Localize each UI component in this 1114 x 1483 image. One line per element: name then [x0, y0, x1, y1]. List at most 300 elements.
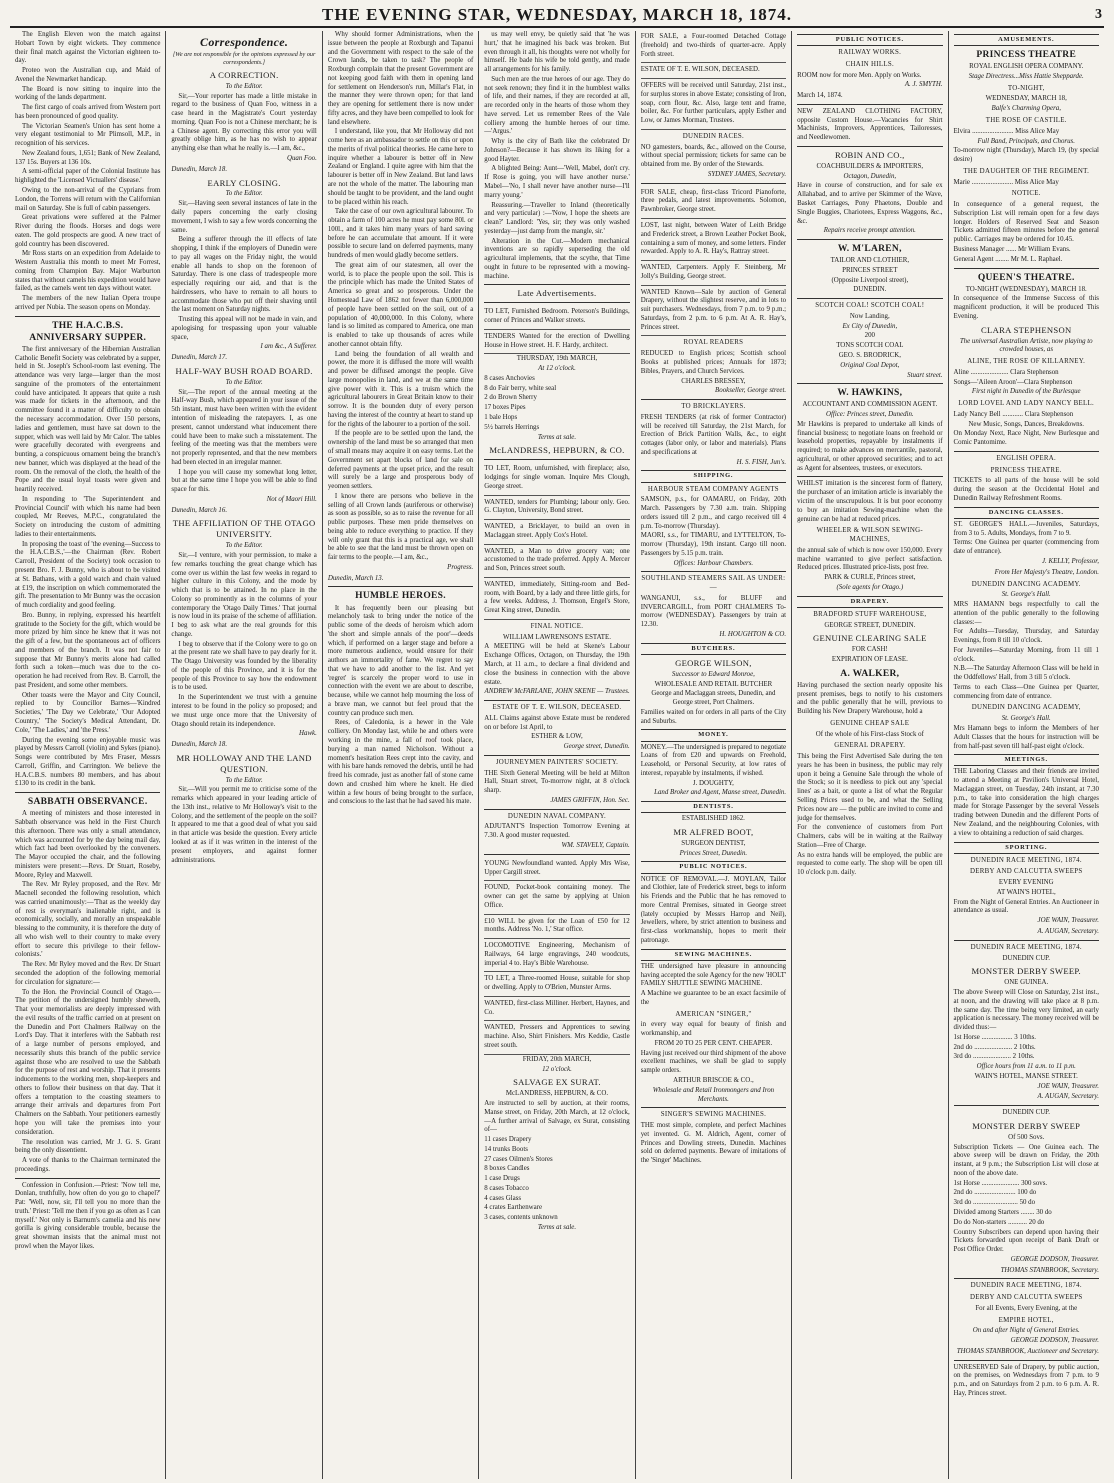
column-rule [954, 1105, 1099, 1106]
notice-body: FRESH TENDERS (at risk of former Contractor) will be received till Saturday, the 21st March, for Erection of Brick Partition Walls, &c., to eight cottages (labor only, or labor and materials). Plans and specifications at [640, 413, 787, 456]
notice-body: A MEETING will be held at Skene's Labour Exchange Offices, Octagon, on Thursday, the 19th March, at 11 a.m., to declare a final dividend and close the business in connection with the above estate. [484, 643, 630, 686]
notice-body: MONEY.—The undersigned is prepared to negotiate Loans of from £20 and upwards on Freehold, Leasehold, or Personal Security, at low rates of interest, repayable by instalments, if wished. [640, 743, 787, 777]
letter-paragraph: Land being the foundation of all wealth and power, the more it is diffused the more will wealth and power be diffused amongst the people. Give large monopolies in land, and we at the same time give power with it. This is a truism which the agricultural labourers in Great Britain know to their sorrow. It is the bounden duty of every person having the interest of the country at heart to stand up for the rights of the labourer to a portion of the soil. [327, 350, 474, 428]
notice-body: ADJUTANT'S Inspection Tomorrow Evening at 7.30. A good muster requested. [484, 823, 630, 840]
auction-item: 8 cases Anchovies [484, 374, 535, 382]
article-paragraph: A meeting of ministers and those interested in Sabbath observance was held in the First Church this afternoon. There was only a small attendance, which was accounted for by the day being mail day, which fact had been overlooked by the conveners. The Mayor occupied the chair, and the following ministers were present:—Revs. Dr Stuart, Roseby, Moore, Ryley and Maxwell. [15, 810, 161, 879]
notice-body: UNRESERVED Sale of Drapery, by public auction, on the premises, on Wednesdays from 7 p.m. to 9 p.m., and on Saturdays from 2 p.m. to 6 p.m. A. R. Hay, Princes street. [953, 1363, 1099, 1397]
notice-sub: From Her Majesty's Theatre, London. [994, 568, 1099, 576]
advertiser-name: ROBIN AND CO., [835, 150, 905, 161]
category-label: PUBLIC NOTICES. [641, 861, 786, 873]
letter-paragraph: I know there are persons who believe in the selling of all Crown lands (auriferous or otherwise) as soon as possible, so as to raise the revenue for all public purposes. These men pride themselves on being able to reduce everything to practice. If they will only grant that this is a practical age, we shall be able to see that the land must be thrown open on fair terms to the people.—I am, &c., [327, 492, 474, 562]
advertiser-est: ESTABLISHED 1862. [681, 815, 745, 823]
column-rule [484, 809, 629, 810]
section-heading: SABBATH OBSERVANCE. [27, 797, 148, 808]
theatre-title: LORD LOVEL AND LADY NANCY BELL. [958, 400, 1095, 408]
letter-paragraph: I beg to observe that if the Colony were to go on at the present rate we shall have to pay dearly for it. The Otago University was founded by the liberality of the people of this Province, and it is for the people of this Province to say how the endowment is to be used. [171, 640, 317, 692]
auction-item: 14 trunks Boots [484, 1145, 528, 1153]
theatre-company: ROYAL ENGLISH OPERA COMPANY. [969, 63, 1084, 71]
notice-heading: DERBY AND CALCUTTA SWEEPS [969, 868, 1083, 876]
advertiser-name: ARTHUR BRISCOE & CO., [673, 1077, 754, 1084]
masthead [10, 4, 1104, 28]
letter-to: To the Editor. [225, 776, 263, 784]
advertisement: WANTED, Pressers and Apprentices to sewing machine. Also, Shirt Finishers. Mrs Keddie, Castle street south. [484, 1022, 629, 1054]
section-title: Correspondence. [200, 35, 289, 49]
news-paragraph: The Board is now sitting to inquire into the working of the lands department. [15, 85, 161, 102]
notice-heading: SINGER'S SEWING MACHINES. [660, 1111, 767, 1119]
letter-heading: EARLY CLOSING. [207, 177, 281, 188]
letter-place: Dunedin, March 13. [327, 574, 384, 582]
column-rule [797, 298, 942, 299]
notice-body: Having purchased the section nearly opposite his present premises, begs to notify to his customers and the public generally that he will, previous to Building his New Drapery Warehouse, hold a [797, 681, 943, 716]
news-paragraph: The Victorian Seamen's Union has sent home a very elegant testimonial to Mr Plimsoll, M.P., in recognition of his services. [15, 122, 161, 148]
article-paragraph: Why is the city of Bath like the celebrated Dr Johnson?—Because it has shown its liking for a good Hayter. [484, 138, 630, 163]
letter-to: To the Editor. [225, 82, 263, 90]
auction-item: 8 cases Tobacco [484, 1184, 529, 1192]
notice-heading: DUNEDIN RACE MEETING, 1874. [970, 856, 1082, 864]
notice-body: REDUCED to English prices; Scottish school Books at published prices; Annuals for 1873; Bibles, Prayers, and Church Services. [640, 350, 787, 375]
notice-heading: SOUTHLAND STEAMERS SAIL AS UNDER:— [641, 575, 786, 592]
prize-line: 2nd do ........................ 100 do [953, 1189, 1037, 1197]
news-paragraph: Great privations were suffered at the Palmer River during the floods. Horses and dogs were eaten. The gold prospects are good. A new tract of gold country has been discovered. [15, 214, 161, 248]
auction-intro: Are instructed to sell by auction, at their rooms, Manse street, on Friday, 20th March, at 12 o'clock,—A further arrival of Salvage, ex Surat, consisting of— [484, 1099, 630, 1134]
article-paragraph: Such men are the true heroes of our age. They do not seek renown; they find it in the humblest walks of life, and their names, if they are recorded at all, are recorded only in the hearts of those whom they have served. Let us remember Rees of the Vale colliery among the humble heroes of our time.—'Argus.' [484, 75, 630, 136]
column-rule [484, 854, 629, 855]
advertiser-address: Stuart street. [907, 371, 943, 379]
advertisement: WANTED, tenders for Plumbing; labour only. Geo. G. Clayton, University, Bond street. [484, 497, 629, 521]
news-paragraph: The English Eleven won the match against Hobart Town by eight wickets. They commence their final match against the Victorian eighteen to-day. [15, 31, 161, 65]
advertisement: LOCOMOTIVE Engineering, Mechanism of Railways, 64 large engravings, 240 woodcuts, imperial 4 to. Hay's Bible Warehouse. [484, 940, 629, 972]
theatre-title: THE ROSE OF CASTILE. [985, 117, 1067, 125]
prize-line: 1st Horse .................. 3 10ths. [953, 1033, 1037, 1041]
prize-line: 2nd do ...................... 2 10ths. [953, 1043, 1036, 1051]
auction-item: 8 boxes Candles [484, 1165, 530, 1173]
column-4 [479, 31, 635, 1479]
advertiser-address: Princes Street, Dunedin. [679, 849, 748, 857]
letter-paragraph: I hope you will cause my somewhat long letter, but at the same time I hope you will be able to find space for this. [171, 468, 317, 494]
notice-sub: EVERY EVENING [998, 879, 1054, 887]
advertiser-line: PARK & CURLE, Princes street, [824, 574, 916, 582]
notice-body: THE Laboring Classes and their friends are invited to attend a Meeting at Pavilion's Universal Hotel, Maclaggan street, on Tuesday, 24th instant, at 7.30 p.m., to take into consideration the high charges made for Storage Passenger by the several Vessels trading between Dunedin and the different Ports of New Zealand, and the neighbouring Colonies, with a view to obtaining a reduction of said charges. [953, 768, 1099, 837]
advertiser-line: WHOLESALE AND RETAIL BUTCHER [654, 680, 773, 688]
letter-to: To the Editor. [225, 378, 263, 386]
advertiser-line: FROM 20 TO 25 PER CENT. CHEAPER. [654, 1039, 773, 1047]
notice-heading: CHAIN HILLS. [845, 60, 895, 68]
notice-signed: J. KELLY, Professor, [1041, 557, 1099, 565]
auction-time: At 12 o'clock. [538, 365, 576, 373]
column-rule [797, 239, 942, 240]
column-rule [15, 1178, 160, 1179]
notice-body: Have in course of construction, and for sale ex Allahabad, and to arrive per Skimmer of the Wave, Basket Carriages, Pony Phaetons, Double and Single Buggies, Chariotees, Express Waggons, &c., &c. [797, 182, 943, 225]
advertisement: WANTED, a Man to drive grocery van; one accustomed to the trade preferred. Apply A. Mercer and Son, Princes street south. [484, 546, 629, 578]
theatre-star: CLARA STEPHENSON [980, 324, 1072, 335]
notice-signed: JOE WAIN, Treasurer. [1037, 917, 1099, 925]
notice-sub: AT WAIN'S HOTEL, [996, 888, 1056, 896]
notice-heading: FINAL NOTICE. [530, 622, 584, 630]
notice-body: Mrs Hamann begs to inform the Members of her Adult Classes that the hours for instruction will be from half-past seven till half-past eight o'clock. [953, 724, 1099, 750]
notice-body: ALL Claims against above Estate must be rendered on or before 1st April, to [484, 714, 630, 731]
notice-body: Mr Hawkins is prepared to undertake all kinds of financial business; to negotiate loans on freehold or leasehold properties, repayable by instalments if required; to make advances on mercantile, pastoral, agricultural, or other approved securities; and to act as Agent for absentees, trustees, or executors. [797, 420, 943, 472]
category-label: PUBLIC NOTICES. [797, 34, 942, 46]
notice-body: WHILST imitation is the sincerest form of flattery, the purchaser of an imitation article is invariably the victim of the unscrupulous. It is but poor economy to buy an imitation Sewing-machine when the genuine can be had at reduced prices. [797, 480, 943, 523]
notice-body: This being the First Advertised Sale during the ten years he has been in business, the public may rely upon it being a Genuine Sale through the whole of the Stock; so it is needless to pick out any 'special lines' as a bait, or quote a list of what the Regular Selling Prices used to be, and what the Selling Prices now are — the public are invited to come and judge for themselves. [797, 753, 943, 822]
letter-paragraph: If the people are to be settled upon the land, the ownership of the land must be so arranged that men of small means may acquire it on easy terms. Let the Government set apart blocks of land for sale on deferred payments at the upset price, and the result will surely be a large and prosperous body of yeomen settlers. [327, 430, 474, 491]
advertiser-line: GENUINE CLEARING SALE [812, 633, 927, 644]
column-1 [10, 31, 166, 1479]
article-paragraph: The Rev. Mr Ryley moved and the Rev. Dr Stuart seconded the adoption of the following memorial for circulation for signature:— [15, 961, 161, 986]
letter-heading: A CORRECTION. [209, 69, 279, 80]
prize-line: Divided among Starters ........ 30 do [953, 1208, 1052, 1216]
advertiser-sub: Original Coal Depot, [840, 361, 900, 369]
notice-sub: On and after Night of General Entries. [972, 1327, 1080, 1335]
notice-signed: THOMAS STANBROOK, Auctioneer and Secretary. [956, 1347, 1099, 1355]
category-label: DANCING CLASSES. [954, 507, 1099, 519]
notice-date: March 14, 1874. [797, 92, 843, 100]
notice-body: NO gamesters, boards, &c., allowed on the Course, without special permission; tickets for same can be obtained from me. By order of the Stewards. [640, 143, 787, 169]
column-rule [797, 383, 942, 384]
notice-signed: GEORGE DODSON, Treasurer. [1010, 1255, 1099, 1263]
column-rule [954, 1360, 1099, 1361]
column-2 [166, 31, 322, 1479]
advertisement: OFFERS will be received until Saturday, 21st inst., for surplus stores in above Estate; consisting of Iron, soap, corn flour, &c. Also, large tent and frame, boiler, &c. For further particulars, apply Esther and Low, or James Morman, Trustees. [641, 80, 786, 130]
category-label: SHIPPING. [641, 470, 786, 482]
news-paragraph: A semi-official paper of the Colonial Institute has highlighted the 'Licensed Victuallers' disease.' [15, 168, 161, 185]
notice-heading: ENGLISH OPERA. [996, 454, 1057, 462]
notice-body: NOTICE OF REMOVAL.—J. MOYLAN, Tailor and Clothier, late of Frederick street, begs to inform his Friends and the Public that he has removed to more Central Premises, situated in George street (lately occupied by Messrs Harrop and Neil), Jewellers, where, by strict attention to business and first-class workmanship, hopes to merit their patronage. [640, 875, 787, 944]
letter-place: Dunedin, March 17. [171, 354, 228, 362]
article-paragraph: In proposing the toast of 'the evening—Success to the H.A.C.B.S.,'—the Chairman (Rev. Robert Carroll, President of the Society) took occasion to present Bro. F. J. Bunny, who is about to be visited at St. Bathans, with a gold watch and chain valued at £19, the inscription on which commemorated the gift. The presentation to Mr Bunny was the occasion of much cordiality and good feeling. [15, 540, 161, 610]
theatre-cast: Songs—'Aileen Aroon'—Clara Stephenson [953, 378, 1073, 386]
category-label: SPORTING. [954, 842, 1099, 854]
notice-body: Having just received our third shipment of the above excellent machines, we shall be glad to supply sample orders. [640, 1049, 787, 1075]
auction-item: 1 bale Hops [484, 414, 518, 421]
advertisement: LOST, last night, between Water of Leith Bridge and Frederick street, a Brown Leather Pocket Book, containing a sum of money, and some letters. Finder rewarded. Apply to A. R. Hay's, Rattray street. [641, 220, 786, 261]
theatre-title: THE DAUGHTER OF THE REGIMENT. [963, 167, 1090, 175]
advertisement: FOR SALE, cheap, first-class Tricord Pianoforte, three pedals, and latest improvements. Solomon, Pawnbroker, George street. [641, 187, 786, 219]
advertiser-line: Now Landing, [849, 312, 890, 320]
advertiser-line: DUNEDIN. [853, 286, 887, 294]
notice-body: Subscription Tickets — One Guinea each. The above sweep will be drawn on Friday, the 20th instant, at 9 p.m.; the Subscription List will close at noon of the above date. [953, 1143, 1099, 1177]
notice-heading: MONSTER DERBY SWEEP. [971, 966, 1081, 977]
theatre-cast: Elvira ........................ Miss Alice May [953, 127, 1060, 135]
column-rule [641, 1107, 786, 1108]
letter-paragraph: Being a sufferer through the ill effects of late shopping, I think if the employers of Dunedin were to pay all wages on the Friday night, the would enable all hands to shop on the forenoon of Saturday. There is one class of tradespeople more especially requiring our aid, and that is the hairdressers, who have to remain to all hours to accommodate those who put off their shaving until the last moment on Saturday nights. [171, 236, 317, 314]
category-label: MEETINGS. [954, 754, 1099, 766]
news-paragraph: Proteo won the Australian cup, and Maid of Avenel the Newmarket handicap. [15, 67, 161, 83]
notice-signed: H. S. FISH, Jun's. [736, 458, 787, 466]
notice-heading: HARBOUR STEAM COMPANY AGENTS [647, 485, 779, 493]
notice-body: NEW ZEALAND CLOTHING FACTORY, opposite Custom House.—Vacancies for Shirt Machinists, Improvers, Apprentices, Tailoresses, and Needlewomen. [797, 107, 943, 142]
advertiser-name: GEORGE WILSON, [675, 657, 752, 668]
advertisement: TENDERS Wanted for the erection of Dwelling House in Howe street. H. F. Hardy, architect. [484, 331, 629, 355]
article-paragraph: Other toasts were the Mayor and City Council, replied to by Councillor Barnes—'Kindred Societies,' 'The Day we Celebrate,' 'Our Adopted Country,' 'The Society's Medical Attendant, Dr. Cole,' 'The Ladies,' and 'the Press.' [15, 691, 161, 734]
notice-body: MRS HAMANN begs respectfully to call the attention of the public generally to the following classes:— [953, 601, 1099, 626]
advertiser-sub: Land Broker and Agent, Manse street, Dunedin. [654, 789, 787, 797]
advertiser-line: ACCOUNTANT AND COMMISSION AGENT. [802, 401, 938, 409]
notice-heading: PRINCESS THEATRE. [990, 466, 1062, 474]
auction-item: 27 cases Oilmen's Stores [484, 1155, 553, 1163]
notice-sub: ONE GUINEA. [1004, 979, 1049, 987]
notice-body: As no extra hands will be employed, the public are requested to come early. The shop will be open till 10 o'clock p.m. daily. [797, 851, 943, 877]
auction-item: 17 boxes Pipes [484, 404, 526, 412]
news-paragraph: The first cargo of coals arrived from Western port has been pronounced of good quality. [15, 104, 161, 120]
article-paragraph: The Rev. Mr Ryley proposed, and the Rev. Mr Macnell seconded the following resolution, which was carried unanimously:—'That as the weekly day of rest is everyman's inalienable right, and is economically, socially, and morally an unspeakable blessing to the community, it is therefore the duty of all who wish well to their country to make every effort to secure this privilege to their fellow-colonists.' [15, 881, 161, 959]
advertiser-line: PRINCES STREET [842, 266, 898, 274]
news-paragraph: New Zealand fours, 1,651; Bank of New Zealand, 137 15s. Buyers at 136 10s. [15, 149, 161, 166]
notice-body: THE most simple, complete, and perfect Machines yet invented. G. M. Aldrich, Agent, corner of Princes and Dowling streets, Dunedin. Machines sold on deferred payments. Beware of imitations of the 'Singer' Machines. [640, 1122, 787, 1165]
advertiser-name: W. M'LAREN, [837, 244, 902, 255]
advertisement: TO LET, Furnished Bedroom. Peterson's Buildings, corner of Princes and Walker streets. [484, 306, 629, 330]
notice-heading: DUNEDIN DANCING ACADEMY, [971, 704, 1081, 712]
notice-heading: EMPIRE HOTEL, [998, 1316, 1054, 1324]
notice-sub: DUNEDIN CUP. [1002, 1109, 1050, 1117]
advertiser-sub: SURGEON DENTIST, [681, 839, 746, 847]
letter-signature: Not of Maori Hill. [266, 495, 317, 503]
advertiser-note: Families waited on for orders in all parts of the City and Suburbs. [640, 708, 787, 725]
advertisement: TO LET, Room, unfurnished, with fireplace; also, lodgings for single woman. Inquire Mrs Clough, George street. [484, 463, 629, 495]
notice-heading: RAILWAY WORKS. [838, 49, 902, 57]
advertisement: YOUNG Newfoundland wanted. Apply Mrs Wise, Upper Cargill street. [484, 858, 629, 882]
category-label: SEWING MACHINES. [641, 949, 786, 961]
column-rule [954, 451, 1099, 452]
column-3 [323, 31, 479, 1479]
advertisement: WANTED, a Bricklayer, to build an oven in Maclaggan street. Apply Cox's Hotel. [484, 521, 629, 545]
letter-paragraph: Why should former Administrations, when the issue between the people at Roxburgh and Tapanui and the Government with respect to the sale of the Crown lands, be taken to task? The people of Roxburgh complain that the present Government are not keeping good faith with them in opening land for settlement on Henderson's run, Millar's Flat, in the manner they were thrown open; for that land they are opening for settlement there is now under fifty acres, and they have been compelled to look for land elsewhere. [327, 31, 474, 126]
newspaper-title: THE EVENING STAR, WEDNESDAY, MARCH 18, 1874. [321, 5, 793, 24]
advertiser-name: J. DOUGHTY, [692, 779, 734, 787]
article-paragraph: Bro. Bunny, in replying, expressed his heartfelt gratitude to the Society for the gift, which would be more prized by him since he knew that it was not the gift of a few, but the spontaneous act of officers and members of the branch. It was not fair to suppose that Mr Bunny's merits alone had called forth such a token—much was due to the co-operation he had received from Rev. B. Carroll, the past President, and some other members. [15, 611, 161, 689]
notice-address: George street, Dunedin. [563, 743, 630, 751]
advertiser-line: Of the whole of his First-class Stock of [815, 730, 924, 738]
letter-signature: Progress. [447, 563, 474, 571]
article-paragraph: A vote of thanks to the Chairman terminated the proceedings. [15, 1157, 161, 1173]
advertiser-name: WHEELER & WILSON SEWING-MACHINES, [816, 527, 924, 544]
advertiser-address: George and Maclaggan streets, Dunedin, and George street, Port Chalmers. [651, 690, 776, 707]
advertisement: FOUND, Pocket-book containing money. The owner can get the same by applying at Union Office. [484, 882, 629, 914]
advertiser-name: GEO. S. BRODRICK, [838, 352, 901, 359]
notice-body: Terms: One Guinea per quarter (commencing from date of entrance). [953, 539, 1099, 556]
notice-body: For Juveniles—Saturday Morning, from 11 till 1 o'clock. [953, 646, 1099, 663]
advertisement: ESTATE OF T. E. WILSON, DECEASED. [641, 64, 786, 79]
article-paragraph: It has frequently been our pleasing but melancholy task to bring under the notice of the public some of the deeds of heroism which adorn 'the short and simple annals of the poor'—deeds which, if performed on a larger stage and before a more numerous audience, would ensure for their authors an immortality of fame. We regret to say that we have to add another to the list. And yet 'regret' is scarcely the proper word to use in connection with the event we are about to describe, because, while we cannot help mourning the loss of a brave man, we cannot but feel proud that the country can produce such men. [327, 604, 474, 717]
advertisement: WANTED, Carpenters. Apply F. Steinberg, Mr Jolly's Building, George street. [641, 262, 786, 286]
column-rule [797, 104, 942, 105]
article-paragraph: In responding to 'The Superintendent and Provincial Council' with which his name had been coupled, Mr Reeves, M.P.C., congratulated the Society on introducing the custom of admitting ladies to their entertainments. [15, 495, 161, 538]
letter-paragraph: Trusting this appeal will not be made in vain, and apologising for trespassing upon your valuable space, [171, 316, 317, 341]
letter-paragraph: Sir,—The report of the annual meeting at the Half-way Bush, which appeared in your issue of the 5th instant, must have been written with the evident intention of misleading the ratepayers. I, as one present, cannot understand what inducement there could have been to make such a misstatement. The feeling of the meeting was that the members were not properly represented, and that the new members had been elected in an irregular manner. [171, 388, 317, 466]
advertisement: WANTED, immediately, Sitting-room and Bed-room, with Board, by a lady and three little girls, for a few weeks. Address, J. Thomson, Engel's Store, Great King street, Dunedin. [484, 579, 629, 620]
notice-sub: WAIN'S HOTEL, MANSE STREET. [974, 1072, 1078, 1080]
category-label: AMUSEMENTS. [954, 34, 1099, 46]
prize-line: 1st Horse ...................... 300 sovs. [953, 1179, 1048, 1187]
news-paragraph: Mr Ross starts on an expedition from Adelaide to Western Australia this month to meet Mr Forrest, coming from Champion Bay. Major Warburton states that without camels his expedition would have failed, as the camels went ten days without water. [15, 250, 161, 293]
category-label: DRAPERY. [797, 596, 942, 608]
theatre-line: New Music, Songs, Dances, Breakdowns. [968, 420, 1085, 428]
shipping-notice: MAORI, s.s., for TIMARU, and LYTTELTON, To-morrow (Thursday), 19th instant. Cargo till noon. Passengers by 5.15 p.m. train. [640, 532, 787, 557]
letter-paragraph: In the Superintendent we trust with a genuine interest to be found in the policy so proposed; and we must urge once more that the University of Otago should retain its independence. [171, 694, 317, 728]
theatre-line: General Agent ........ Mr M. L. Raphael. [953, 255, 1063, 263]
notice-sub: St. George's Hall. [1001, 591, 1051, 599]
auction-item: 1 case Drugs [484, 1175, 520, 1183]
column-7 [949, 31, 1104, 1479]
letter-paragraph: Sir,—I venture, with your permission, to make a few remarks touching the great change which has come over us within the last few weeks in regard to higher culture in this Colony, and the mode by which that is to be attained. In no place in the Colony so prominently as in the columns of your contemporary the 'Otago Daily Times.' That journal is now loud in its praise of the scheme of affiliation. I beg to ask what are the real grounds for this change. [171, 551, 317, 638]
advertiser-name: CHARLES BRESSEY, [681, 377, 746, 385]
auction-heading: SALVAGE EX SURAT. [513, 1077, 601, 1088]
auction-terms: Terms at sale. [537, 433, 577, 441]
article-paragraph: Rees, of Caledonia, is a hewer in the Vale colliery. On Monday last, while he and others were working in the mine, a fall of roof took place, burying a man named Nicholson. Without a moment's hesitation Rees crept into the cavity, and with his bare hands removed the debris, until he had freed his comrade, just as another fall of stone came down and crushed him where he knelt. He died within a few hours of being brought to the surface, and conscious to the last that he had saved his mate. [327, 719, 474, 806]
theatre-line: The universal Australian Artiste, now playing to crowded houses, as [959, 337, 1093, 354]
notice-firm: ESTHER & LOW, [531, 733, 583, 741]
auction-item: 5½ barrels Herrings [484, 423, 540, 431]
notice-body: Terms to each Class—One Guinea per Quarter, commencing from date of entrance. [953, 683, 1099, 700]
auction-item: 4 cases Glass [484, 1194, 522, 1202]
columns [10, 31, 1104, 1479]
notice-body: For Adults—Tuesday, Thursday, and Saturday Evenings, from 8 till 10 o'clock. [953, 628, 1099, 645]
theatre-cast: Aline ...................... Clara Stephenson [953, 368, 1059, 376]
notice-body: Country Subscribers can depend upon having their Tickets forwarded upon receipt of Bank Draft or Post Office Order. [953, 1228, 1099, 1254]
notice-heading: DERBY AND CALCUTTA SWEEPS [969, 1294, 1083, 1302]
column-rule [954, 940, 1099, 941]
theatre-line: TO-NIGHT, [1007, 84, 1045, 92]
notice-sub: WILLIAM LAWRENSON'S ESTATE. [503, 633, 611, 641]
category-label: MONEY. [641, 729, 786, 741]
notice-heading: DUNEDIN DANCING ACADEMY. [971, 580, 1081, 588]
column-rule [484, 302, 629, 303]
article-paragraph: To the Hon. the Provincial Council of Otago.—The petition of the undersigned humbly sheweth, That your memorialists are deeply impressed with the evil results of the traffic carried on at present on the Dunedin and Port Chalmers Railway on the Lord's Day. That it interferes with the Sabbath rest of a large number of persons employed, and necessarily shuts this branch of the public service against those who are resolved to use the Sabbath for the purpose of rest and worship. That it presents inducements to the working men, shop-keepers and others to follow their business on that day. That it offers a temptation to the coasting steamers to arrange their arrivals and departures from Port Chalmers on the Sabbath. Your petitioners earnestly hope you will take the premises into your consideration. [15, 988, 161, 1136]
column-rule [797, 146, 942, 147]
advertiser-name: MR ALFRED BOOT, [673, 827, 754, 837]
notice-note: Repairs receive prompt attention. [823, 227, 916, 235]
column-rule [641, 571, 786, 572]
letter-paragraph: I understand, like you, that Mr Holloway did not come here as an ambassador to settle on this or upon the merits of rival political theories. He came here to inquire whether a labourer is better off in New Zealand or England. I quite agree with him that the labourer is better off in New Zealand. But land laws are not the whole of the matter. The labouring man should be taught to be provident, and the land ought to be placed within his reach. [327, 128, 474, 206]
prize-line: 3rd do .......................... 50 do [953, 1199, 1036, 1207]
column-rule [484, 284, 629, 285]
notice-signed: A. J. SMYTH. [904, 81, 943, 89]
article-paragraph: Confession in Confusion.—Priest: 'Now tell me, Donlan, truthfully, how often do you go to chapel?' Pat: 'Well, now, sir, I'll tell you no more than the truth.' Priest: 'Tell me then if you go as often as I can myself.' Not only is Barnum's camelia and his new gorilla is giving considerable trouble, because the great showman insists that the animal must not prowl when the Mayor likes. [15, 1181, 161, 1250]
column-rule [15, 316, 160, 317]
news-paragraph: The members of the new Italian Opera troupe arrived per Nubia. The season opens on Monday. [15, 295, 161, 311]
theatre-line: Balfe's Charming Opera, [991, 105, 1061, 113]
category-label: BUTCHERS. [641, 643, 786, 655]
page-number: 3 [1095, 7, 1102, 22]
advertiser-line: EXPIRATION OF LEASE. [831, 656, 908, 663]
shipping-offices: Offices: Harbour Chambers. [673, 559, 754, 567]
prize-line: 3rd do ...................... 2 10ths. [953, 1053, 1035, 1061]
article-paragraph: Reassuring.—Traveller to Inland (theoretically and very particular) :—'Now, I hope the sheets are clean?' Landlord: 'Yes, sir; they was only washed yesterday—just damp from the mangle, sir.' [484, 201, 630, 235]
letter-place: Dunedin, March 18. [171, 165, 228, 173]
advertiser-line: AMERICAN "SINGER," [675, 1010, 752, 1018]
advertiser-line: GENUINE CHEAP SALE [830, 719, 910, 727]
notice-body: THE Sixth General Meeting will be held at Milton Hall, Stuart street, To-morrow night, at 8 o'clock sharp. [484, 769, 630, 795]
column-rule [641, 399, 786, 400]
notice-signed: THOMAS STANBROOK, Secretary. [1000, 1266, 1099, 1274]
auction-item: 11 cases Drapery [484, 1136, 532, 1144]
advertiser-line: (Opposite Liverpool street), [831, 276, 909, 284]
auction-terms: Terms at sale. [537, 1223, 577, 1231]
article-paragraph: During the evening some enjoyable music was played by Messrs Carroll (violin) and Sykes (piano). Songs were contributed by Mrs Fraser, Messrs Carroll, Griffin, and Carrington. We believe the H.A.C.B.S. numbers 80 members, and has about £130 to its credit in the bank. [15, 736, 161, 788]
notice-heading: ESTATE OF T. E. WILSON, DECEASED. [492, 704, 622, 712]
notice-sub: Of 500 Sovs. [1008, 1133, 1045, 1141]
letter-signature: Hawk. [299, 730, 317, 738]
notice-body: For the convenience of customers from Port Chalmers, cabs will be in waiting at the Railway Station—Free of Charge. [797, 824, 943, 849]
advertiser-line: GEORGE STREET, DUNEDIN. [824, 621, 916, 629]
theatre-line: Business Manager ...... Mr William Evans. [953, 245, 1071, 253]
disclaimer: [We are not responsible for the opinions expressed by our correspondents.] [172, 51, 316, 67]
theatre-name: QUEEN'S THEATRE. [977, 272, 1075, 283]
advertiser-sub: Successor to Edward Monroe, [671, 670, 755, 678]
letter-paragraph: Sir,—Will you permit me to criticise some of the remarks which appeared in your leading article of the 13th inst., relative to Mr Holloway's visit to the Colony, and the settlement of the people on the soil? It appeared to me that a good deal of what you said in that article was beside the question. Every article looked at as if it was written in the interest of the present employers, and against former administrations. [171, 786, 317, 864]
advertisement: WANTED, first-class Milliner. Herbert, Haynes, and Co. [484, 998, 629, 1022]
notice-sub: DUNEDIN CUP. [1002, 954, 1050, 962]
notice-body: A Machine we guarantee to be an exact facsimile of the [640, 990, 787, 1006]
theatre-line: On Monday Next, Race Night, New Burlesque and Comic Pantomime. [953, 430, 1099, 447]
notice-body: In consequence of a general request, the Subscription List will remain open for a few days longer. Holders of Reserved Seat and Season Tickets admitted fifteen minutes before the general public. Carriages may be ordered for 10.45. [953, 201, 1099, 244]
notice-signed: A. AUGAN, Secretary. [1037, 1093, 1099, 1101]
notice-body: the annual sale of which is now over 150,000. Every machine warranted to give perfect satisfaction. Reduced prices. Illustrated price-lists, post free. [797, 546, 943, 572]
notice-heading: ROYAL READERS [683, 339, 744, 347]
notice-signed: JAMES GRIFFIN, Hon. Sec. [550, 796, 630, 804]
section-heading: THE H.A.C.B.S. ANNIVERSARY SUPPER. [29, 320, 147, 343]
auction-firm: McLANDRESS, HEPBURN, & CO. [489, 445, 625, 456]
notice-body: TICKETS to all parts of the house will be sold during the season at the Occidental Hotel and Dunedin Railway Refreshment Rooms. [953, 477, 1099, 503]
auction-date: FRIDAY, 20th MARCH, [522, 1055, 592, 1063]
advertiser-address: Office: Princes street, Dunedin. [826, 411, 914, 419]
article-paragraph: The first anniversary of the Hibernian Australian Catholic Benefit Society was celebrated by a supper, held in St. Joseph's School-room last evening. The attendance was very large—larger than the most sanguine of the promoters of the entertainment could have anticipated. It appears that quite a rush was made for tickets in the afternoon, and the committee found it a matter of difficulty to obtain the necessary accommodation. Over 150 persons, ladies and gentlemen, must have sat down to the supper, which was well laid by Mr Calor. The tables were gracefully decorated with evergreens and bunting, a conspicuous ornament being the branch's new banner, which was displayed at the head of the room. On the removal of the cloth, the health of the Pope and the usual loyal toasts were given and heartily received. [15, 345, 161, 494]
theatre-title: ALINE, THE ROSE OF KILLARNEY. [967, 358, 1086, 366]
theatre-line: To-morrow night (Thursday), March 19, (by special desire) [953, 147, 1099, 164]
article-paragraph: us may well envy, be quietly said that 'he was hurt,' that he imagined his back was broken. But even through it all, his thoughts were not wholly for himself. He bade his wife be told gently, and made all arrangements for his family. [484, 31, 630, 74]
notice-heading: DUNEDIN RACES. [682, 132, 745, 140]
advertiser-line: FOR CASH! [851, 646, 888, 654]
section-heading: HUMBLE HEROES. [355, 591, 446, 602]
auction-time: 12 o'clock. [542, 1065, 572, 1073]
coal-quantity: 200 [864, 332, 875, 340]
advertiser-line: Ex City of Dunedin, [842, 322, 898, 330]
notice-signed: A. AUGAN, Secretary. [1037, 928, 1099, 936]
advertiser-name: W. HAWKINS, [837, 388, 903, 399]
column-rule [484, 700, 629, 701]
notice-heading: SCOTCH COAL! SCOTCH COAL! [815, 302, 925, 310]
theatre-line: Stage Directress...Miss Hattie Shepparde. [968, 72, 1084, 80]
theatre-cast: Lady Nancy Bell ............ Clara Stephenson [953, 410, 1074, 418]
letter-paragraph: The great aim of our statesmen, all over the world, is to place the people upon the soil. This is the principle which has made the United States of America so great and so prosperous. Under the Homestead Law of 1862 not fewer than 6,000,000 of people have been settled on the soil, out of a population of 40,000,000. In this Colony, where land is so limited as compared to America, one man is enabled to take up thousands of acres while another cannot obtain fifty. [327, 261, 474, 348]
notice-body: From the Night of General Entries. An Auctioneer in attendance as usual. [953, 898, 1099, 915]
theatre-line: Full Band, Principals, and Chorus. [977, 137, 1075, 145]
advertiser-sub: Bookseller, George street. [715, 387, 787, 395]
auction-firm: McLANDRESS, HEPBURN, & CO. [505, 1090, 609, 1098]
shipping-notice: SAMSON, p.s., for OAMARU, on Friday, 20th March. Passengers by 7.30 a.m. train. Shipping orders issued till 2 p.m., and cargo received till 4 p.m. To-morrow (Thursday). [640, 496, 787, 530]
article-paragraph: A blighted Being: Aunt—'Well, Mabel, don't cry. If Rose is going, you will have another nurse.' Mabel—'No, I shall never have another nurse—I'll marry young.' [484, 165, 630, 199]
notice-heading: DUNEDIN RACE MEETING, 1874. [970, 943, 1082, 951]
letter-paragraph: Take the case of our own agricultural labourer. To obtain a farm of 100 acres he must pay some 80l. or 100l., and it takes him many years of hard saving before he can accumulate that amount. If it were possible to secure land on deferred payments, many hundreds of men would gladly become settlers. [327, 208, 474, 260]
letter-place: Dunedin, March 18. [171, 741, 228, 749]
letter-place: Dunedin, March 16. [171, 506, 228, 514]
theatre-name: PRINCESS THEATRE [976, 50, 1077, 61]
advertiser-line: TONS SCOTCH COAL [836, 342, 904, 350]
notice-signed: GEORGE DODSON, Treasurer. [1010, 1337, 1099, 1345]
advertiser-line: GENERAL DRAPERY. [834, 742, 906, 750]
theatre-line: WEDNESDAY, MARCH 18, [985, 95, 1067, 103]
column-rule [484, 755, 629, 756]
letter-heading: THE AFFILIATION OF THE OTAGO UNIVERSITY. [172, 518, 316, 540]
notice-signers: ANDREW McFARLANE, JOHN SKENE — Trustees. [484, 688, 630, 696]
notice-body: ROOM now for more Men. Apply on Works. [797, 71, 922, 79]
auction-item: 3 cases, contents unknown [484, 1214, 558, 1222]
advertiser-line: BRADFORD STUFF WAREHOUSE, [813, 610, 927, 618]
news-paragraph: Owing to the non-arrival of the Cyprians from London, the Torrens will return with the Californian mail on Saturday. She is full of cabin passengers. [15, 187, 161, 212]
auction-item: 2 do Brown Sherry [484, 394, 537, 402]
column-rule [797, 476, 942, 477]
